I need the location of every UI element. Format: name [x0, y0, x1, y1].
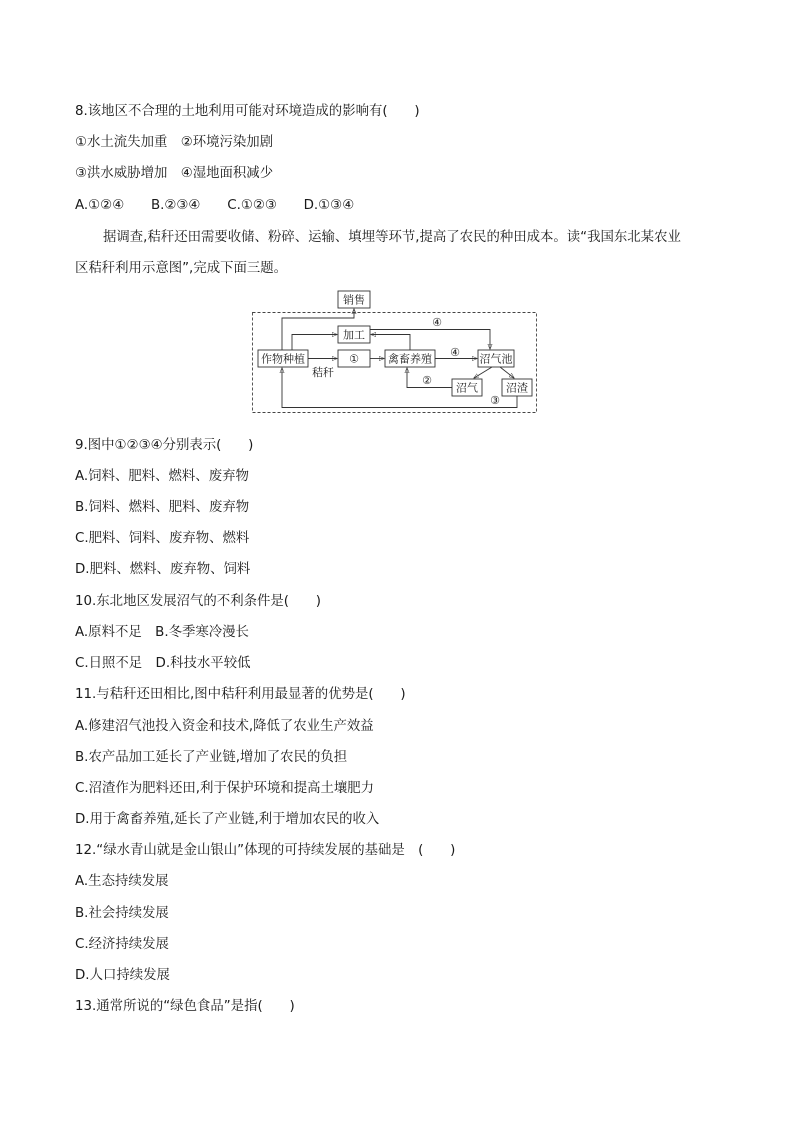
residue-label: 沼渣 — [506, 381, 528, 395]
q10-options-cd: C.日照不足 D.科技水平较低 — [75, 656, 251, 671]
label-4-lower: ④ — [450, 346, 460, 359]
arrow-livestock-to-processing — [371, 335, 410, 351]
q11-stem: 11.与秸秆还田相比,图中秸秆利用最显著的优势是( ) — [75, 687, 406, 702]
q10-stem: 10.东北地区发展沼气的不利条件是( ) — [75, 594, 321, 609]
q11-option-d: D.用于禽畜养殖,延长了产业链,利于增加农民的收入 — [75, 812, 380, 827]
q9-stem: 9.图中①②③④分别表示( ) — [75, 438, 254, 453]
q13-stem: 13.通常所说的“绿色食品”是指( ) — [75, 999, 295, 1014]
arrow-pool-to-biogas — [474, 367, 492, 378]
q8-stem: 8.该地区不合理的土地利用可能对环境造成的影响有( ) — [75, 104, 420, 119]
q12-stem: 12.“绿水青山就是金山银山”体现的可持续发展的基础是 ( ) — [75, 843, 456, 858]
intro-line-1: 据调查,秸秆还田需要收储、粉碎、运输、填埋等环节,提高了农民的种田成本。读“我国东北某农业 — [103, 230, 681, 245]
q8-items-1: ①水土流失加重 ②环境污染加剧 — [75, 135, 274, 150]
q11-option-a: A.修建沼气池投入资金和技术,降低了农业生产效益 — [75, 719, 374, 734]
q8-options: A.①②④ B.②③④ C.①②③ D.①③④ — [75, 198, 355, 213]
arrow-crop-to-processing — [292, 335, 337, 351]
q12-option-a: A.生态持续发展 — [75, 874, 169, 889]
q9-option-c: C.肥料、饲料、废弃物、燃料 — [75, 531, 250, 546]
biogas-label: 沼气 — [456, 381, 478, 395]
livestock-label: 禽畜养殖 — [388, 352, 432, 366]
q9-option-d: D.肥料、燃料、废弃物、饲料 — [75, 562, 251, 577]
sales-label: 销售 — [343, 293, 365, 307]
q12-option-c: C.经济持续发展 — [75, 937, 169, 952]
q11-option-c: C.沼渣作为肥料还田,利于保护环境和提高土壤肥力 — [75, 781, 375, 796]
straw-utilization-diagram — [252, 289, 538, 415]
label-2: ② — [422, 374, 432, 387]
q9-option-b: B.饲料、燃料、肥料、废弃物 — [75, 500, 250, 515]
q12-option-b: B.社会持续发展 — [75, 906, 169, 921]
label-3: ③ — [490, 394, 500, 407]
q11-option-b: B.农产品加工延长了产业链,增加了农民的负担 — [75, 750, 348, 765]
q9-option-a: A.饲料、肥料、燃料、废弃物 — [75, 469, 249, 484]
intro-line-2: 区秸秆利用示意图”,完成下面三题。 — [75, 261, 288, 276]
label-4-upper: ④ — [432, 316, 442, 329]
crop-label: 作物种植 — [261, 352, 305, 366]
straw-label: 秸秆 — [312, 366, 334, 379]
q10-options-ab: A.原料不足 B.冬季寒冷漫长 — [75, 625, 249, 640]
q8-items-2: ③洪水威胁增加 ④湿地面积减少 — [75, 166, 274, 181]
q12-option-d: D.人口持续发展 — [75, 968, 170, 983]
arrow-pool-to-residue — [500, 367, 514, 378]
processing-label: 加工 — [343, 328, 365, 342]
arrow-processing-to-pool — [370, 330, 490, 350]
biogas-pool-label: 沼气池 — [479, 352, 513, 366]
step1-label: ① — [349, 352, 359, 366]
